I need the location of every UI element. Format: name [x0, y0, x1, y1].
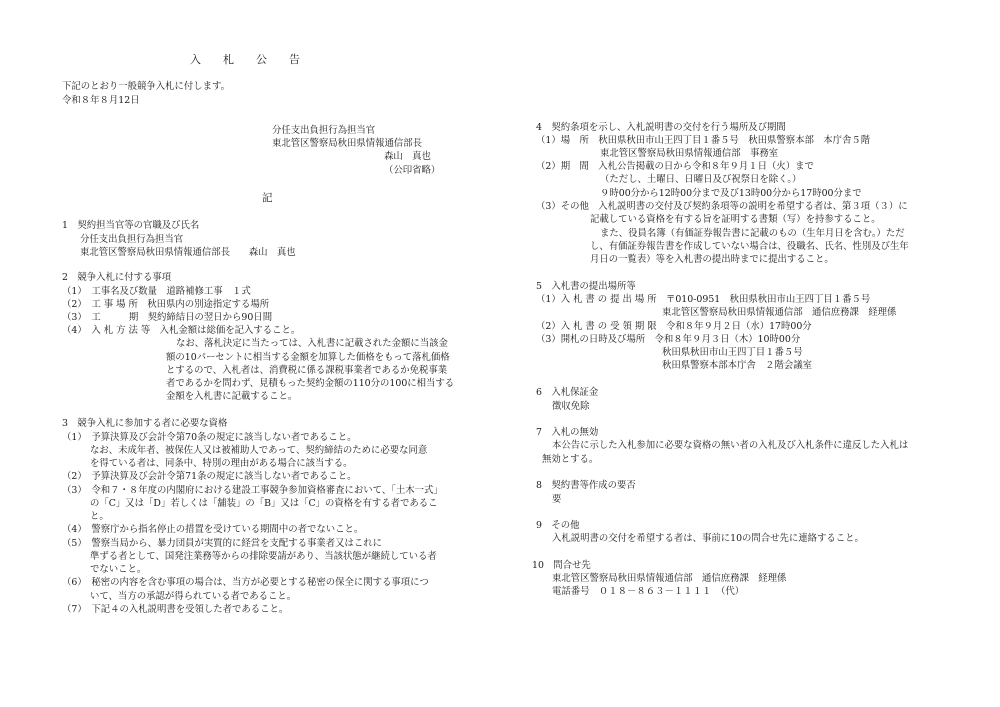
section-4-line: （1）場 所 秋田県秋田市山王四丁目１番５号 秋田県警察本部 本庁舎５階 — [536, 135, 871, 146]
section-2-para: とするので、入札者は、消費税に係る課税事業者であるか免税事業 — [166, 365, 448, 376]
section-3-line: （3） 令和７・８年度の内閣府における建設工事競争参加資格審査において、「土木一式」 — [62, 485, 443, 496]
section-3-line: と。 — [90, 511, 109, 522]
section-3-heading: 3 競争入札に参加する者に必要な資格 — [62, 418, 228, 429]
issuer-name: 森山 真也 — [384, 151, 431, 162]
section-3-line: 準ずる者として、国発注業務等からの排除要請があり、当該状態が継続している者 — [90, 551, 437, 562]
seal-omitted: （公印省略） — [384, 165, 441, 176]
section-3-line: （5） 警察当局から、暴力団員が実質的に経営を支配する事業者又はこれに — [62, 538, 383, 549]
section-3-line: （1） 予算決算及び会計令第70条の規定に該当しない者であること。 — [62, 432, 357, 443]
section-4-line: 記載している資格を有する旨を証明する書類（写）を持参すること。 — [590, 214, 881, 225]
section-10-line: 東北管区警察局秋田県情報通信部 通信庶務課 経理係 — [552, 573, 787, 584]
section-3-line: を得ている者は、同条中、特別の理由がある場合に該当する。 — [90, 458, 353, 469]
section-1-line: 東北管区警察局秋田県情報通信部長 森山 真也 — [80, 247, 296, 258]
section-7-heading: 7 入札の無効 — [536, 427, 599, 438]
section-3-line: （4） 警察庁から指名停止の措置を受けている期間中の者でないこと。 — [62, 524, 364, 535]
issuer-office: 東北管区警察局秋田県情報通信部長 — [272, 138, 423, 149]
section-10-heading: 10 問合せ先 — [532, 560, 591, 571]
section-4-heading: 4 契約条項を示し、入札説明書の交付を行う場所及び期間 — [536, 122, 786, 133]
section-2-item: （2） 工 事 場 所 秋田県内の別途指定する場所 — [62, 299, 270, 310]
intro-text: 下記のとおり一般競争入札に付します。 — [62, 81, 231, 92]
section-5-line: （3）開札の日時及び場所 令和８年９月３日（木）10時00分 — [536, 334, 801, 345]
section-3-line: （2） 予算決算及び会計令第71条の規定に該当しない者であること。 — [62, 471, 357, 482]
section-7-line: 無効とする。 — [542, 454, 599, 465]
section-9-line: 入札説明書の交付を希望する者は、事前に10の問合せ先に連絡すること。 — [552, 533, 864, 544]
section-2-heading: 2 競争入札に付する事項 — [62, 272, 172, 283]
section-10-line: 電話番号 ０１８－８６３－１１１１ （代） — [552, 586, 745, 597]
section-3-line: （7） 下記４の入札説明書を受領した者であること。 — [62, 604, 289, 615]
section-4-line: （ただし、土曜日、日曜日及び祝祭日を除く。） — [600, 174, 802, 185]
section-8-line: 要 — [552, 494, 562, 505]
section-6-heading: 6 入札保証金 — [536, 387, 599, 398]
issuer-title: 分任支出負担行為担当官 — [272, 125, 376, 136]
section-2-item: （3） 工 期 契約締結日の翌日から90日間 — [62, 312, 273, 323]
section-6-line: 徴収免除 — [552, 401, 590, 412]
section-4-line: ９時00分から12時00分まで及び13時00分から17時00分まで — [600, 188, 862, 199]
section-5-line: （1）入 札 書 の 提 出 場 所 〒010-0951 秋田県秋田市山王四丁目１番５号 — [536, 294, 871, 305]
section-5-line: 秋田県警察本部本庁舎 ２階会議室 — [662, 360, 813, 371]
section-5-heading: 5 入札書の提出場所等 — [536, 281, 636, 292]
ki-marker: 記 — [262, 192, 273, 204]
section-5-line: 東北管区警察局秋田県情報通信部 通信庶務課 経理係 — [662, 307, 897, 318]
section-7-line: 本公告に示した入札参加に必要な資格の無い者の入札及び入札条件に違反した入札は — [552, 440, 909, 451]
section-1-heading: 1 契約担当官等の官職及び氏名 — [62, 220, 200, 231]
section-2-item: （1） 工事名及び数量 道路補修工事 １式 — [62, 286, 251, 297]
section-9-heading: 9 その他 — [536, 520, 580, 531]
section-2-para: なお、落札決定に当たっては、入札書に記載された金額に当該金 — [176, 338, 448, 349]
section-2-para: 金額を入札書に記載すること。 — [166, 391, 298, 402]
section-3-line: （6） 秘密の内容を含む事項の場合は、当方が必要とする秘密の保全に関する事項につ — [62, 577, 429, 588]
section-4-line: 東北管区警察局秋田県情報通信部 事務室 — [600, 148, 779, 159]
section-3-line: でないこと。 — [90, 564, 147, 575]
section-4-line: （3）その他 入札説明書の交付及び契約条項等の説明を希望する者は、第３項（３）に — [536, 201, 908, 212]
section-3-line: なお、未成年者、被保佐人又は被補助人であって、契約締結のために必要な同意 — [90, 445, 428, 456]
section-2-item: （4） 入 札 方 法 等 入札金額は総価を記入すること。 — [62, 325, 301, 336]
section-3-line: いて、当方の承認が得られている者であること。 — [90, 591, 297, 602]
section-1-line: 分任支出負担行為担当官 — [80, 234, 184, 245]
section-5-line: 秋田県秋田市山王四丁目１番５号 — [662, 347, 803, 358]
issue-date: 令和８年８月12日 — [62, 95, 140, 106]
section-8-heading: 8 契約書等作成の要否 — [536, 480, 636, 491]
section-2-para: 額の10パーセントに相当する金額を加算した価格をもって落札価格 — [166, 352, 450, 363]
section-5-line: （2）入 札 書 の 受 領 期 限 令和８年９月２日（水）17時00分 — [536, 321, 812, 332]
section-4-line: 月日の一覧表）等を入札書の提出時までに提出すること。 — [590, 254, 834, 265]
section-4-line: （2）期 間 入札公告掲載の日から令和８年９月１日（火）まで — [536, 161, 814, 172]
section-3-line: の「C」又は「D」若しくは「舗装」の「B」又は「C」の資格を有する者であるこ — [90, 498, 438, 509]
section-4-line: また、役員名簿（有価証券報告書に記載のもの（生年月日を含む。）ただ — [600, 228, 905, 239]
section-2-para: 者であるかを問わず、見積もった契約金額の110分の100に相当する — [166, 378, 455, 389]
section-4-line: し、有価証券報告書を作成していない場合は、役職名、氏名、性別及び生年 — [590, 241, 909, 252]
page-title: 入 札 公 告 — [190, 53, 300, 66]
